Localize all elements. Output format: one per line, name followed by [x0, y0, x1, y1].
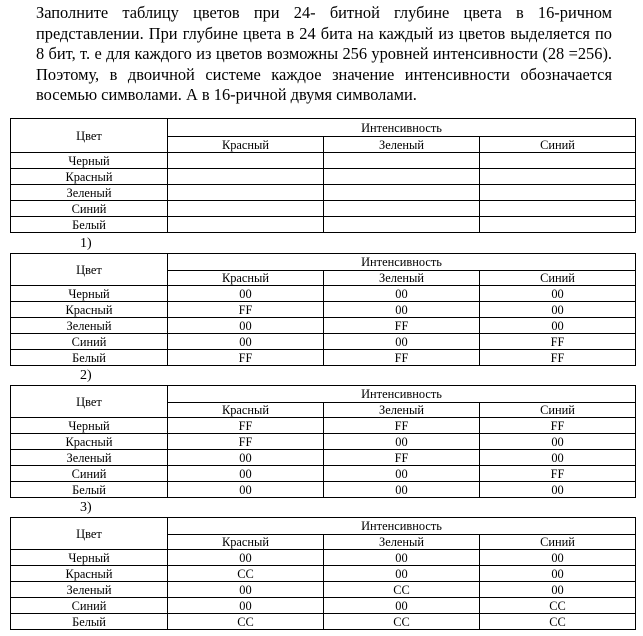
color-table-1 [10, 253, 636, 366]
cell-green [324, 153, 480, 169]
table-row [11, 286, 636, 302]
cell-green: CC [324, 582, 480, 598]
cell-green: 00 [324, 334, 480, 350]
cell-red: CC [168, 566, 324, 582]
table-row [11, 434, 636, 450]
row-name: Синий [11, 201, 168, 217]
header-color: Цвет [11, 119, 168, 153]
table-row [11, 466, 636, 482]
cell-blue: 00 [480, 550, 636, 566]
cell-green: 00 [324, 482, 480, 498]
header-intensity: Интенсивность [168, 518, 636, 535]
header-color: Цвет [11, 254, 168, 286]
cell-red: 00 [168, 582, 324, 598]
cell-red: 00 [168, 550, 324, 566]
cell-blue: FF [480, 334, 636, 350]
cell-green: FF [324, 318, 480, 334]
cell-blue: FF [480, 350, 636, 366]
cell-red: FF [168, 302, 324, 318]
header-green: Зеленый [324, 137, 480, 153]
table-row [11, 201, 636, 217]
cell-green: 00 [324, 550, 480, 566]
color-table-blank [10, 118, 636, 233]
cell-blue: FF [480, 418, 636, 434]
table-row [11, 566, 636, 582]
table-row [11, 598, 636, 614]
cell-red [168, 153, 324, 169]
cell-green: 00 [324, 434, 480, 450]
row-name: Красный [11, 434, 168, 450]
color-table-3 [10, 517, 636, 630]
row-name: Белый [11, 217, 168, 233]
row-name: Синий [11, 466, 168, 482]
cell-blue: 00 [480, 582, 636, 598]
row-name: Черный [11, 550, 168, 566]
header-green: Зеленый [324, 403, 480, 418]
header-red: Красный [168, 403, 324, 418]
cell-green: 00 [324, 302, 480, 318]
cell-green [324, 217, 480, 233]
header-blue: Синий [480, 271, 636, 286]
cell-red: 00 [168, 466, 324, 482]
cell-green [324, 201, 480, 217]
table-row [11, 614, 636, 630]
row-name: Белый [11, 350, 168, 366]
cell-red: CC [168, 614, 324, 630]
cell-red: 00 [168, 598, 324, 614]
row-name: Зеленый [11, 185, 168, 201]
variant-label-3: 3) [80, 500, 92, 515]
cell-blue: 00 [480, 286, 636, 302]
cell-green [324, 185, 480, 201]
row-name: Белый [11, 614, 168, 630]
cell-blue [480, 217, 636, 233]
header-blue: Синий [480, 403, 636, 418]
cell-green: 00 [324, 286, 480, 302]
cell-blue: CC [480, 614, 636, 630]
table-row [11, 318, 636, 334]
row-name: Красный [11, 566, 168, 582]
cell-blue [480, 153, 636, 169]
header-red: Красный [168, 271, 324, 286]
table-row [11, 169, 636, 185]
table-row [11, 418, 636, 434]
cell-red [168, 217, 324, 233]
header-intensity: Интенсивность [168, 254, 636, 271]
cell-blue [480, 169, 636, 185]
row-name: Зеленый [11, 318, 168, 334]
variant-label-1: 1) [80, 236, 92, 251]
row-name: Белый [11, 482, 168, 498]
header-color: Цвет [11, 518, 168, 550]
cell-red: 00 [168, 334, 324, 350]
table-row [11, 302, 636, 318]
header-red: Красный [168, 137, 324, 153]
cell-green [324, 169, 480, 185]
row-name: Черный [11, 418, 168, 434]
cell-green: 00 [324, 566, 480, 582]
header-blue: Синий [480, 137, 636, 153]
table-row [11, 350, 636, 366]
table-row [11, 482, 636, 498]
header-intensity: Интенсивность [168, 119, 636, 137]
header-red: Красный [168, 535, 324, 550]
cell-blue [480, 185, 636, 201]
cell-red: 00 [168, 450, 324, 466]
cell-blue: FF [480, 466, 636, 482]
cell-green: 00 [324, 598, 480, 614]
variant-label-2: 2) [80, 368, 92, 383]
color-table-2 [10, 385, 636, 498]
cell-blue: CC [480, 598, 636, 614]
cell-red: 00 [168, 318, 324, 334]
cell-green: 00 [324, 466, 480, 482]
cell-blue: 00 [480, 566, 636, 582]
cell-red: 00 [168, 482, 324, 498]
table-row [11, 334, 636, 350]
cell-red: FF [168, 350, 324, 366]
header-green: Зеленый [324, 535, 480, 550]
cell-red [168, 169, 324, 185]
row-name: Черный [11, 286, 168, 302]
task-paragraph: Заполните таблицу цветов при 24- битной глубине цвета в 16-ричном представлении. При глубине цвета в 24 бита на каждый из цветов выделяется по 8 бит, т. е для каждого из цветов возможны 256 уровней интенсивности (28 =256). Поэтому, в двоичной системе каждое значение интенсивности обозначается восемью символами. А в 16-ричной двумя символами. [36, 3, 612, 105]
cell-green: FF [324, 450, 480, 466]
row-name: Черный [11, 153, 168, 169]
cell-red: FF [168, 418, 324, 434]
cell-blue: 00 [480, 482, 636, 498]
row-name: Синий [11, 598, 168, 614]
row-name: Красный [11, 302, 168, 318]
cell-red [168, 201, 324, 217]
cell-green: FF [324, 418, 480, 434]
table-row [11, 217, 636, 233]
table-row [11, 185, 636, 201]
row-name: Красный [11, 169, 168, 185]
cell-red: FF [168, 434, 324, 450]
header-color: Цвет [11, 386, 168, 418]
table-row [11, 450, 636, 466]
header-blue: Синий [480, 535, 636, 550]
cell-blue [480, 201, 636, 217]
table-row [11, 550, 636, 566]
row-name: Зеленый [11, 450, 168, 466]
table-row [11, 582, 636, 598]
cell-green: FF [324, 350, 480, 366]
table-row [11, 153, 636, 169]
cell-blue: 00 [480, 450, 636, 466]
cell-blue: 00 [480, 302, 636, 318]
cell-green: CC [324, 614, 480, 630]
header-intensity: Интенсивность [168, 386, 636, 403]
cell-blue: 00 [480, 434, 636, 450]
row-name: Зеленый [11, 582, 168, 598]
cell-blue: 00 [480, 318, 636, 334]
cell-red: 00 [168, 286, 324, 302]
cell-red [168, 185, 324, 201]
row-name: Синий [11, 334, 168, 350]
header-green: Зеленый [324, 271, 480, 286]
